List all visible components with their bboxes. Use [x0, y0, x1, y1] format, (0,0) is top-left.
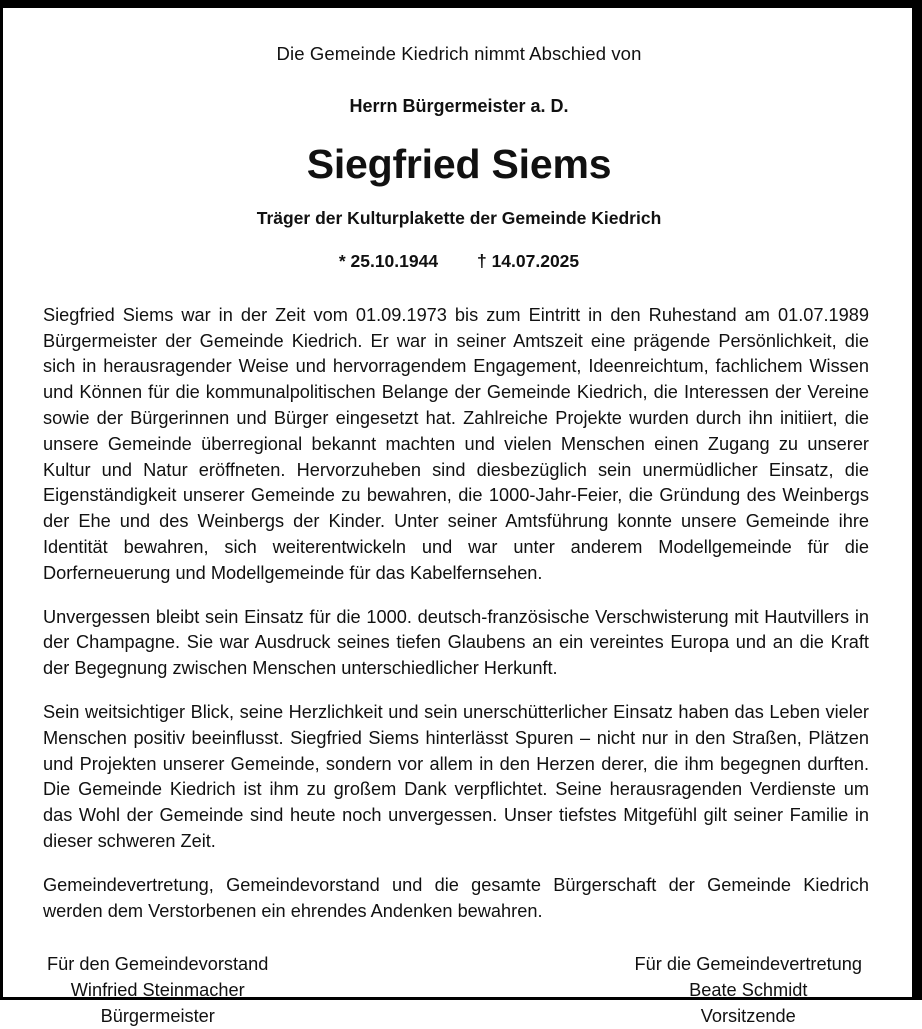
- signature-block: [40, 951, 878, 1029]
- deceased-name: Siegfried Siems: [306, 140, 612, 187]
- honor-line: Träger der Kulturplakette der Gemeinde Kiedrich: [256, 207, 662, 228]
- death-date: † 14.07.2025: [476, 250, 580, 271]
- signature-column-gemeindevorstand: [47, 951, 268, 1029]
- body-paragraph: Sein weitsichtiger Blick, seine Herzlichkeit und sein unerschütterlicher Einsatz haben das Leben vieler Menschen positiv beeinflusst. Siegfried Siems hinterlässt Spuren – nicht nur in den Straßen, Plätzen und Projekten unserer Gemeinde, sondern vor allem in den Herzen derer, die ihm begegnen durften. Die Gemeinde Kiedrich ist ihm zu großem Dank verpflichtet. Seine herausragenden Verdienste um das Wohl der Gemeinde sind heute noch unvergessen. Unser tiefstes Mitgefühl gilt seiner Familie in dieser schweren Zeit.: [43, 702, 869, 852]
- role-line: Herrn Bürgermeister a. D.: [349, 96, 569, 117]
- notice-body: [40, 303, 878, 925]
- body-paragraph: Gemeindevertretung, Gemeindevorstand und die gesamte Bürgerschaft der Gemeinde Kiedrich werden dem Verstorbenen ein ehrendes Andenken bewahren.: [43, 874, 869, 921]
- signature-person: Winfried Steinmacher: [70, 980, 245, 1001]
- signature-column-gemeindevertretung: [635, 951, 862, 1029]
- signature-title: Bürgermeister: [100, 1006, 215, 1027]
- signature-heading: Für die Gemeindevertretung: [634, 954, 862, 975]
- notice-header: [40, 43, 878, 272]
- signature-title: Vorsitzende: [700, 1006, 796, 1027]
- notice-content: [3, 8, 912, 1027]
- signature-person: Beate Schmidt: [689, 980, 808, 1001]
- life-dates: [40, 251, 878, 272]
- signature-heading: Für den Gemeindevorstand: [47, 954, 269, 975]
- birth-date: * 25.10.1944: [338, 250, 439, 271]
- intro-line: Die Gemeinde Kiedrich nimmt Abschied von: [276, 43, 642, 64]
- body-paragraph: Unvergessen bleibt sein Einsatz für die 1000. deutsch-französische Verschwisterung mit Hautvillers in der Champagne. Sie war Ausdruck seines tiefen Glaubens an ein vereintes Europa und an die Kraft der Begegnung zwischen Menschen unterschiedlicher Herkunft.: [43, 606, 869, 679]
- body-paragraph: Siegfried Siems war in der Zeit vom 01.09.1973 bis zum Eintritt in den Ruhestand am 01.07.1989 Bürgermeister der Gemeinde Kiedrich. Er war in seiner Amtszeit eine prägende Persönlichkeit, die sich in herausragender Weise und hervorragendem Engagement, Ideenreichtum, fachlichem Wissen und Können für die kommunalpolitischen Belange der Gemeinde Kiedrich, die Interessen der Vereine sowie der Bürgerinnen und Bürger eingesetzt hat. Zahlreiche Projekte wurden durch ihn initiiert, die unsere Gemeinde überregional bekannt machten und vielen Menschen einen Zugang zu unserer Kultur und Natur eröffneten. Hervorzuheben sind diesbezüglich sein unermüdlicher Einsatz, die Eigenständigkeit unserer Gemeinde zu bewahren, die 1000-Jahr-Feier, die Gründung des Weinbergs der Ehe und des Weinbergs der Kinder. Unter seiner Amtsführung konnte unsere Gemeinde ihre Identität bewahren, sich weiterentwickeln und war unter anderem Modellgemeinde für die Dorferneuerung und Modellgemeinde für das Kabelfernsehen.: [43, 304, 869, 583]
